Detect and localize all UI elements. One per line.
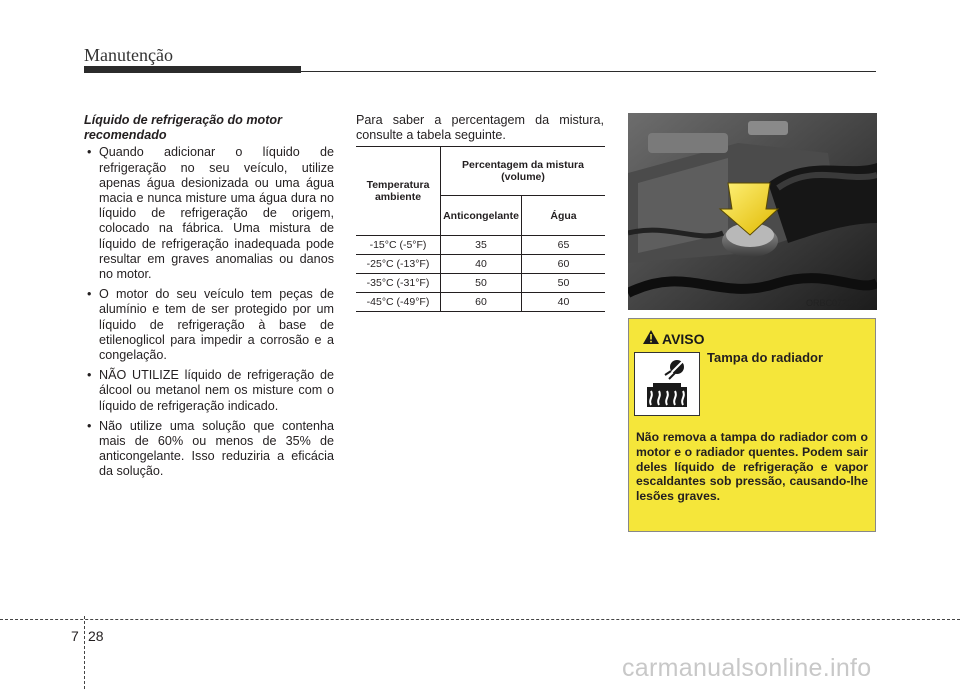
- header-rule-thin: [301, 71, 876, 72]
- warning-heading: AVISO: [662, 331, 705, 347]
- page-header-title: Manutenção: [84, 45, 173, 65]
- header-rule-thick: [84, 66, 301, 73]
- table-intro: Para saber a percentagem da mistura, consulte a tabela seguinte.: [356, 113, 604, 142]
- footer-rule: [0, 619, 960, 620]
- warning-triangle-icon: [643, 330, 659, 344]
- mixture-table: [356, 146, 605, 312]
- cell-temperature: -45°C (-49°F): [356, 293, 441, 312]
- footer-divider: [84, 616, 85, 689]
- engine-bay-photo: [628, 113, 877, 310]
- radiator-cap-icon: [634, 352, 700, 416]
- warning-text: Não remova a tampa do radiador com o motor e o radiador quentes. Podem sair deles líquido de refrigeração e vapor escaldantes sob pressão, causando-lhe lesões graves.: [636, 430, 868, 504]
- bullet-item: • Não utilize uma solução que contenha mais de 60% ou menos de 35% de anticongelante. Isso reduziria a eficácia da solução.: [84, 419, 334, 480]
- header-antifreeze: Anticongelante: [441, 196, 522, 236]
- watermark: carmanualsonline.info: [622, 654, 872, 682]
- header-percentage: Percentagem da mistura (volume): [441, 147, 606, 196]
- bullet-item: • O motor do seu veículo tem peças de alumínio e tem de ser protegido por um líquido de refrigeração à base de etilenoglicol para impedir a corrosão e a congelação.: [84, 287, 334, 363]
- table-row: [356, 236, 605, 255]
- table-row: [356, 293, 605, 312]
- table-row: [356, 255, 605, 274]
- hot-radiator-icon: [635, 353, 699, 415]
- cell-temperature: -25°C (-13°F): [356, 255, 441, 274]
- cell-water: 65: [522, 236, 606, 255]
- table-row: [356, 274, 605, 293]
- coolant-bullet-list: [84, 145, 334, 479]
- coolant-section: [84, 113, 334, 485]
- warning-subtitle: Tampa do radiador: [707, 350, 824, 365]
- section-title: Líquido de refrigeração do motor recomendado: [84, 113, 283, 143]
- engine-illustration: [628, 113, 877, 310]
- cell-temperature: -15°C (-5°F): [356, 236, 441, 255]
- header-temperature: Temperatura ambiente: [356, 147, 441, 236]
- cell-water: 40: [522, 293, 606, 312]
- cell-antifreeze: 40: [441, 255, 522, 274]
- photo-caption: ORBC072006: [806, 298, 863, 308]
- cell-water: 60: [522, 255, 606, 274]
- cell-temperature: -35°C (-31°F): [356, 274, 441, 293]
- chapter-number: 7: [71, 628, 79, 644]
- cell-antifreeze: 60: [441, 293, 522, 312]
- bullet-item: • NÃO UTILIZE líquido de refrigeração de álcool ou metanol nem os misture com o líquido de refrigeração indicado.: [84, 368, 334, 414]
- page-number: 28: [88, 628, 104, 644]
- cell-water: 50: [522, 274, 606, 293]
- cell-antifreeze: 50: [441, 274, 522, 293]
- header-water: Água: [522, 196, 606, 236]
- cell-antifreeze: 35: [441, 236, 522, 255]
- bullet-item: • Quando adicionar o líquido de refrigeração no seu veículo, utilize apenas água desionizada ou uma água macia e nunca misture uma água dura no líquido de refrigeração de origem, colocado na fábrica. Uma mistura de líquido de refrigeração inadequada pode resultar em graves anomalias ou danos no motor.: [84, 145, 334, 282]
